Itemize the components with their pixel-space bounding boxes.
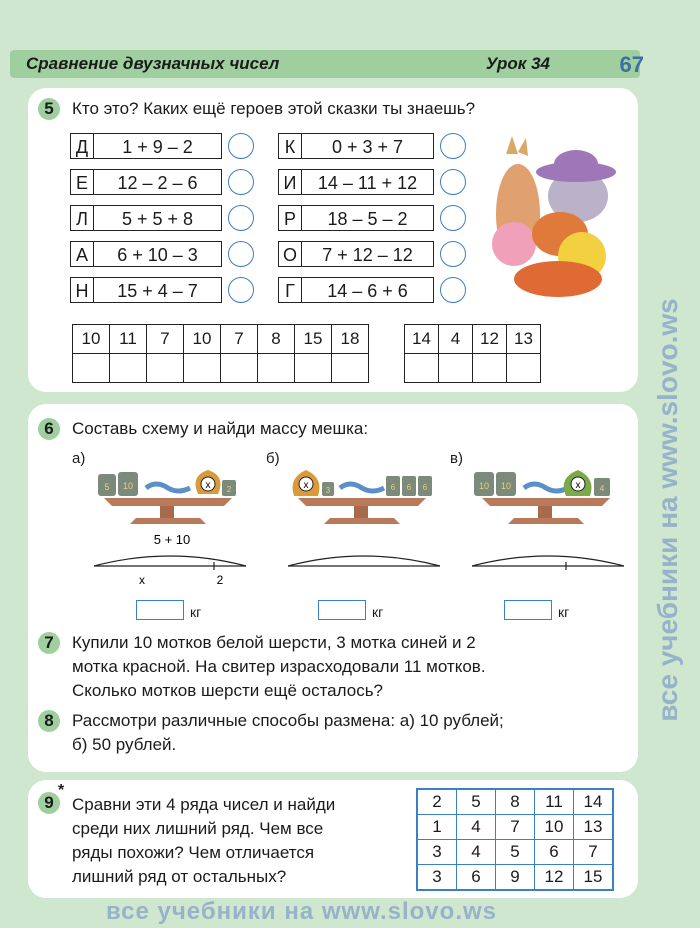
page-number: 67: [619, 52, 644, 77]
number-rows-grid: [416, 788, 614, 891]
empty-cell[interactable]: [332, 354, 369, 383]
weight-label: 5: [104, 482, 110, 492]
exercise-8-badge: 8: [38, 710, 60, 732]
expression-cell: 18 – 5 – 2: [302, 205, 434, 231]
balance-scale-a: [90, 454, 246, 528]
expression-cell: 5 + 5 + 8: [94, 205, 222, 231]
table-cell: 7: [496, 815, 535, 840]
table-cell: 15: [574, 865, 614, 891]
side-watermark: [640, 120, 700, 900]
table-cell: 12: [473, 325, 507, 354]
exercise-8-line: Рассмотри различные способы размена: а) 10 рублей;: [72, 711, 504, 730]
side-watermark-text: все учебники на www.slovo.ws: [652, 298, 683, 722]
lesson-label: Урок 34: [485, 54, 550, 73]
answer-circle[interactable]: [228, 169, 254, 195]
exercise-5-question: Кто это? Каких ещё героев этой сказки ты знаешь?: [72, 99, 476, 118]
letter-cell: Л: [70, 205, 94, 231]
exercise-8-line: б) 50 рублей.: [72, 735, 177, 754]
weight-label: 4: [599, 484, 605, 493]
exercise-9-line: ряды похожи? Чем отличается: [72, 843, 315, 862]
answer-table-2: [404, 324, 541, 383]
table-cell: 7: [147, 325, 184, 354]
exercise-9-badge: 9: [38, 792, 60, 814]
table-cell: 4: [457, 840, 496, 865]
empty-cell[interactable]: [405, 354, 439, 383]
weight-label: 3: [325, 486, 331, 495]
letter-cell: Е: [70, 169, 94, 195]
table-cell: 4: [439, 325, 473, 354]
expression-row: [70, 240, 254, 268]
star-mark: *: [58, 782, 65, 799]
empty-cell[interactable]: [110, 354, 147, 383]
scheme-sum-label: 5 + 10: [153, 532, 191, 547]
answer-circle[interactable]: [440, 169, 466, 195]
table-row: [405, 325, 541, 354]
table-row: [417, 815, 613, 840]
empty-cell[interactable]: [73, 354, 110, 383]
unit-kg-a: кг: [190, 604, 202, 620]
table-cell: 10: [73, 325, 110, 354]
part-b-label: б): [266, 450, 280, 467]
table-cell: 11: [535, 789, 574, 815]
empty-cell[interactable]: [507, 354, 541, 383]
table-cell: 14: [405, 325, 439, 354]
answer-circle[interactable]: [228, 205, 254, 231]
empty-cell[interactable]: [439, 354, 473, 383]
page-header: [10, 50, 644, 78]
table-row: [417, 840, 613, 865]
expression-cell: 0 + 3 + 7: [302, 133, 434, 159]
exercise-7-line: Купили 10 мотков белой шерсти, 3 мотка синей и 2: [72, 633, 476, 652]
expression-row: [70, 132, 254, 160]
table-row: [417, 865, 613, 891]
exercise-7-line: Сколько мотков шерсти ещё осталось?: [72, 681, 384, 700]
weight-label: 6: [422, 483, 428, 492]
table-cell: 8: [258, 325, 295, 354]
answer-circle[interactable]: [440, 133, 466, 159]
table-row: [73, 325, 369, 354]
answer-circle[interactable]: [440, 205, 466, 231]
expression-cell: 6 + 10 – 3: [94, 241, 222, 267]
bag-label: x: [575, 480, 581, 491]
table-cell: 3: [417, 865, 457, 891]
exercise-9-line: лишний ряд от остальных?: [72, 867, 287, 886]
table-cell: 10: [535, 815, 574, 840]
answer-circle[interactable]: [228, 133, 254, 159]
table-row: [73, 354, 369, 383]
exercise-9-line: среди них лишний ряд. Чем все: [72, 819, 324, 838]
table-cell: 9: [496, 865, 535, 891]
mass-answer-a[interactable]: [136, 600, 184, 620]
weight-label: 2: [226, 485, 232, 494]
letter-cell: Д: [70, 133, 94, 159]
table-cell: 10: [184, 325, 221, 354]
expression-cell: 14 – 11 + 12: [302, 169, 434, 195]
letter-cell: Н: [70, 277, 94, 303]
empty-cell[interactable]: [184, 354, 221, 383]
exercise-7-badge: 7: [38, 632, 60, 654]
answer-table-1: [72, 324, 369, 383]
table-cell: 6: [535, 840, 574, 865]
expression-row: [278, 132, 466, 160]
unit-kg-c: кг: [558, 604, 570, 620]
part-a-label: а): [72, 450, 86, 467]
bottom-watermark: все учебники на www.slovo.ws: [106, 898, 497, 925]
balance-scale-c: [468, 454, 624, 528]
letter-cell: Г: [278, 277, 302, 303]
letter-cell: Р: [278, 205, 302, 231]
table-cell: 5: [457, 789, 496, 815]
part-c-label: в): [450, 450, 463, 467]
weight-label: 10: [122, 481, 134, 491]
expression-cell: 14 – 6 + 6: [302, 277, 434, 303]
weight-label: 6: [390, 483, 396, 492]
weight-label: 10: [478, 481, 490, 491]
table-cell: 5: [496, 840, 535, 865]
letter-cell: К: [278, 133, 302, 159]
expression-cell: 12 – 2 – 6: [94, 169, 222, 195]
letter-cell: О: [278, 241, 302, 267]
scheme-x-label: x: [139, 573, 145, 587]
table-cell: 18: [332, 325, 369, 354]
balance-scale-b: [284, 454, 440, 528]
table-cell: 13: [507, 325, 541, 354]
weight-label: 6: [406, 483, 412, 492]
table-cell: 2: [417, 789, 457, 815]
expression-row: [70, 168, 254, 196]
section-title: Сравнение двузначных чисел: [26, 54, 280, 73]
scheme-a: [90, 532, 250, 592]
mass-answer-c[interactable]: [504, 600, 552, 620]
expression-cell: 1 + 9 – 2: [94, 133, 222, 159]
exercise-9-line: Сравни эти 4 ряда чисел и найди: [72, 795, 336, 814]
letter-cell: А: [70, 241, 94, 267]
answer-circle[interactable]: [228, 277, 254, 303]
expression-row: [278, 276, 466, 304]
expression-row: [70, 204, 254, 232]
expression-row: [278, 204, 466, 232]
answer-circle[interactable]: [228, 241, 254, 267]
answer-circle[interactable]: [440, 241, 466, 267]
exercise-9-panel: [28, 780, 638, 898]
table-row: [417, 789, 613, 815]
empty-cell[interactable]: [221, 354, 258, 383]
table-row: [405, 354, 541, 383]
table-cell: 1: [417, 815, 457, 840]
table-cell: 12: [535, 865, 574, 891]
exercise-5-badge: 5: [38, 98, 60, 120]
empty-cell[interactable]: [295, 354, 332, 383]
answer-circle[interactable]: [440, 277, 466, 303]
expression-row: [70, 276, 254, 304]
table-cell: 11: [110, 325, 147, 354]
exercises-6-8-panel: [28, 404, 638, 772]
expression-cell: 15 + 4 – 7: [94, 277, 222, 303]
scheme-c: [468, 532, 628, 592]
empty-cell[interactable]: [258, 354, 295, 383]
exercise-5-panel: [28, 88, 638, 392]
expression-cell: 7 + 12 – 12: [302, 241, 434, 267]
exercise-6-question: Составь схему и найди массу мешка:: [72, 419, 369, 438]
table-cell: 7: [221, 325, 258, 354]
exercise-6-badge: 6: [38, 418, 60, 440]
mass-answer-b[interactable]: [318, 600, 366, 620]
table-cell: 13: [574, 815, 614, 840]
scheme-b: [284, 532, 444, 592]
table-cell: 14: [574, 789, 614, 815]
weight-label: 10: [500, 481, 512, 491]
empty-cell[interactable]: [147, 354, 184, 383]
fairy-tale-characters-illustration: [478, 134, 628, 304]
scheme-2-label: 2: [216, 573, 224, 587]
bag-label: x: [205, 480, 211, 491]
table-cell: 8: [496, 789, 535, 815]
unit-kg-b: кг: [372, 604, 384, 620]
expression-row: [278, 240, 466, 268]
table-cell: 4: [457, 815, 496, 840]
letter-cell: И: [278, 169, 302, 195]
table-cell: 6: [457, 865, 496, 891]
expression-row: [278, 168, 466, 196]
exercise-7-line: мотка красной. На свитер израсходовали 11 мотков.: [72, 657, 486, 676]
table-cell: 3: [417, 840, 457, 865]
table-cell: 7: [574, 840, 614, 865]
empty-cell[interactable]: [473, 354, 507, 383]
table-cell: 15: [295, 325, 332, 354]
bag-label: x: [303, 480, 309, 491]
